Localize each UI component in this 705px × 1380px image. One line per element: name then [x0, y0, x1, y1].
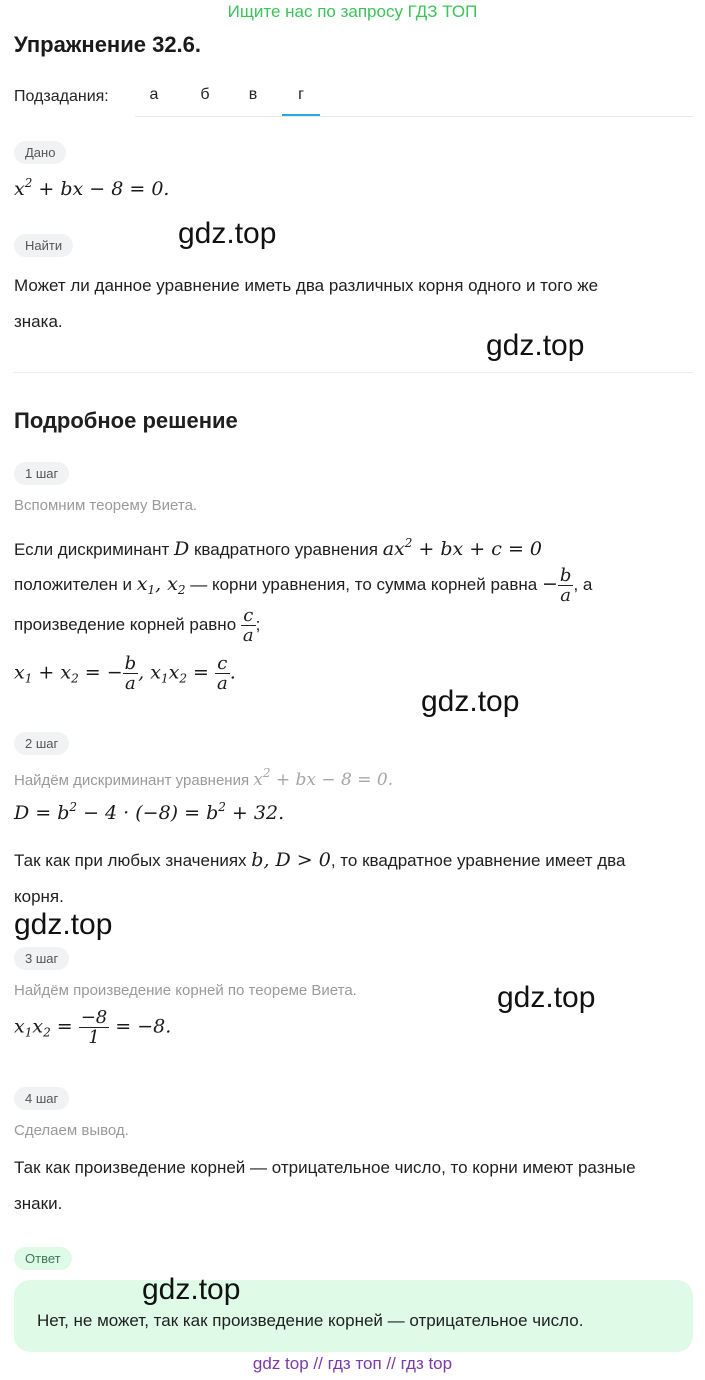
watermark: gdz.top — [142, 1273, 241, 1306]
divider — [14, 372, 693, 373]
footer-links[interactable]: gdz top // гдз топ // гдз top — [252, 1354, 453, 1373]
step-1-chip: 1 шаг — [14, 462, 69, 485]
step-1-line-1: Если дискриминант D квадратного уравнения $ax^2$ + bx + c = 0 — [14, 536, 542, 560]
step-1-hint: Вспомним теорему Виета. — [14, 497, 198, 514]
subtasks-label: Подзадания: — [14, 88, 109, 105]
step-1-chip-wrap — [14, 462, 69, 485]
watermark: gdz.top — [178, 217, 277, 250]
step-2-formula: $D = b^2 - 4 \cdot (-8) = b^2 + 32$. — [14, 800, 285, 824]
fraction-c-over-a: $\frac{c}{a}$ — [242, 605, 254, 646]
step-1-line-2: положителен и $x_1$, $x_2$ — корни уравнения, то сумма корней равна − $\frac{b}{a}$ , а — [14, 565, 593, 607]
step-3-hint: Найдём произведение корней по теореме Виета. — [14, 982, 357, 999]
tab-g[interactable]: г — [282, 80, 320, 116]
step-2-text: Так как при любых значениях b, D > 0, то квадратное уравнение имеет два корня. — [14, 849, 626, 906]
find-chip: Найти — [14, 234, 73, 257]
step-2-hint: Найдём дискриминант уравнения $x^2$ + bx − 8 = 0. — [14, 766, 394, 790]
given-section — [14, 141, 66, 164]
given-equation: $x^2$ + bx − 8 = 0. — [14, 176, 170, 200]
find-text: Может ли данное уравнение иметь два различных корня одного и того же знака. — [14, 276, 599, 331]
given-chip: Дано — [14, 141, 66, 164]
tab-v[interactable]: в — [248, 86, 258, 103]
step-4-chip-wrap — [14, 1087, 69, 1110]
solution-title: Подробное решение — [14, 408, 238, 433]
answer-chip: Ответ — [14, 1247, 72, 1270]
step-4-chip: 4 шаг — [14, 1087, 69, 1110]
step-4-hint: Сделаем вывод. — [14, 1122, 129, 1139]
step-2-chip-wrap — [14, 732, 69, 755]
step-3-chip-wrap — [14, 947, 69, 970]
answer-chip-wrap — [14, 1247, 72, 1270]
step-1-line-3: произведение корней равно $\frac{c}{a}$ ; — [14, 605, 261, 646]
step-2-chip: 2 шаг — [14, 732, 69, 755]
step-4-text: Так как произведение корней — отрицательное число, то корни имеют разные знаки. — [14, 1158, 636, 1213]
answer-text: Нет, не может, так как произведение корней — отрицательное число. — [37, 1311, 584, 1330]
page-title: Упражнение 32.6. — [14, 32, 202, 57]
tab-b[interactable]: б — [200, 86, 210, 103]
fraction-b-over-a: $\frac{b}{a}$ — [559, 565, 572, 607]
step-3-formula: $x_1x_2$ = $\frac{-8}{1}$ = −8. — [14, 1007, 172, 1048]
step-3-chip: 3 шаг — [14, 947, 69, 970]
tab-a[interactable]: а — [149, 86, 159, 103]
watermark: gdz.top — [421, 685, 520, 718]
step-1-formula: $x_1 + x_2$ = − $\frac{b}{a}$ , $x_1x_2$ = $\frac{c}{a}$ . — [14, 653, 236, 694]
subtasks-tabs — [135, 80, 693, 117]
find-section — [14, 234, 73, 257]
watermark: gdz.top — [497, 981, 596, 1014]
watermark: gdz.top — [14, 908, 113, 941]
search-hint-banner: Ищите нас по запросу ГДЗ ТОП — [227, 2, 478, 21]
watermark: gdz.top — [486, 329, 585, 362]
